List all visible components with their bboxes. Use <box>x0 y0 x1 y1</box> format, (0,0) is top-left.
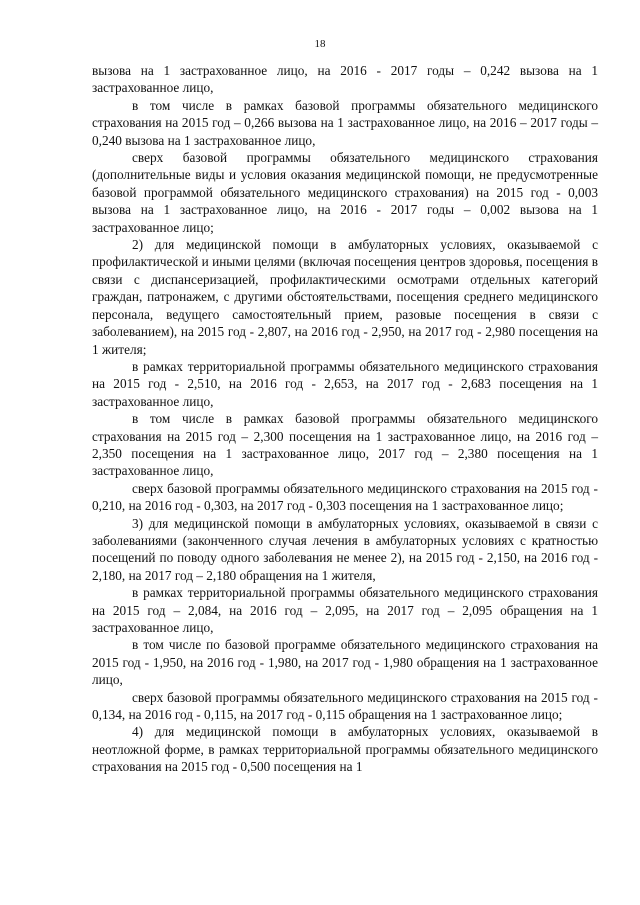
paragraph-basic-program-visits: в том числе в рамках базовой программы обязательного медицинского страхования на 2015 год – 2,300 посещения на 1 застрахованное лицо, на 2016 год – 2,350 посещения на 1 застрахованное лицо, 2017 год – 2,380 посещения на 1 застрахованное лицо, <box>92 411 598 479</box>
paragraph-beyond-basic-appeals: сверх базовой программы обязательного медицинского страхования на 2015 год - 0,134, на 2016 год - 0,115, на 2017 год - 0,115 обращения на 1 застрахованное лицо; <box>92 689 598 723</box>
page-number: 18 <box>314 38 326 50</box>
paragraph-item-2-outpatient-preventive: 2) для медицинской помощи в амбулаторных условиях, оказываемой с профилактической и иными целями (включая посещения центров здоровья, посещения в связи с диспансеризацией, профилактическими осмотрами отдельных категорий граждан, патронажем, с другими обстоятельствами, посещения среднего медицинского персонала, ведущего самостоятельный прием, разовые посещения в связи с заболеванием), на 2015 год - 2,807, на 2016 год - 2,950, на 2017 год - 2,980 посещения на 1 жителя; <box>92 237 598 357</box>
paragraph-beyond-basic-ambulance: сверх базовой программы обязательного медицинского страхования (дополнительные виды и условия оказания медицинской помощи, не предусмотренные базовой программой обязательного медицинского страхования) на 2015 год - 0,003 вызова на 1 застрахованное лицо, на 2016 - 2017 годы – 0,002 вызова на 1 застрахованное лицо; <box>92 150 598 235</box>
document-body <box>92 62 598 776</box>
paragraph-territorial-program-appeals: в рамках территориальной программы обязательного медицинского страхования на 2015 год – 2,084, на 2016 год – 2,095, на 2017 год – 2,095 обращения на 1 застрахованное лицо, <box>92 585 598 635</box>
paragraph-continuation: вызова на 1 застрахованное лицо, на 2016 - 2017 годы – 0,242 вызова на 1 застрахованное лицо, <box>92 63 598 96</box>
paragraph-item-4-urgent-care: 4) для медицинской помощи в амбулаторных условиях, оказываемой в неотложной форме, в рамках территориальной программы обязательного медицинского страхования на 2015 год - 0,500 посещения на 1 <box>92 724 598 775</box>
paragraph-item-3-outpatient-disease: 3) для медицинской помощи в амбулаторных условиях, оказываемой в связи с заболеваниями (законченного случая лечения в амбулаторных условиях с кратностью посещений по поводу одного заболевания не менее 2), на 2015 год - 2,150, на 2016 год - 2,180, на 2017 год – 2,180 обращения на 1 жителя, <box>92 515 598 583</box>
paragraph-basic-program-ambulance: в том числе в рамках базовой программы обязательного медицинского страхования на 2015 год – 0,266 вызова на 1 застрахованное лицо, на 2016 – 2017 годы – 0,240 вызова на 1 застрахованное лицо, <box>92 97 598 148</box>
paragraph-territorial-program-visits: в рамках территориальной программы обязательного медицинского страхования на 2015 год - 2,510, на 2016 год - 2,653, на 2017 год - 2,683 посещения на 1 застрахованное лицо, <box>92 358 598 409</box>
paragraph-basic-program-appeals: в том числе по базовой программе обязательного медицинского страхования на 2015 год - 1,950, на 2016 год - 1,980, на 2017 год - 1,980 обращения на 1 застрахованное лицо, <box>92 637 598 688</box>
paragraph-beyond-basic-visits: сверх базовой программы обязательного медицинского страхования на 2015 год - 0,210, на 2016 год - 0,303, на 2017 год - 0,303 посещения на 1 застрахованное лицо; <box>92 480 598 514</box>
